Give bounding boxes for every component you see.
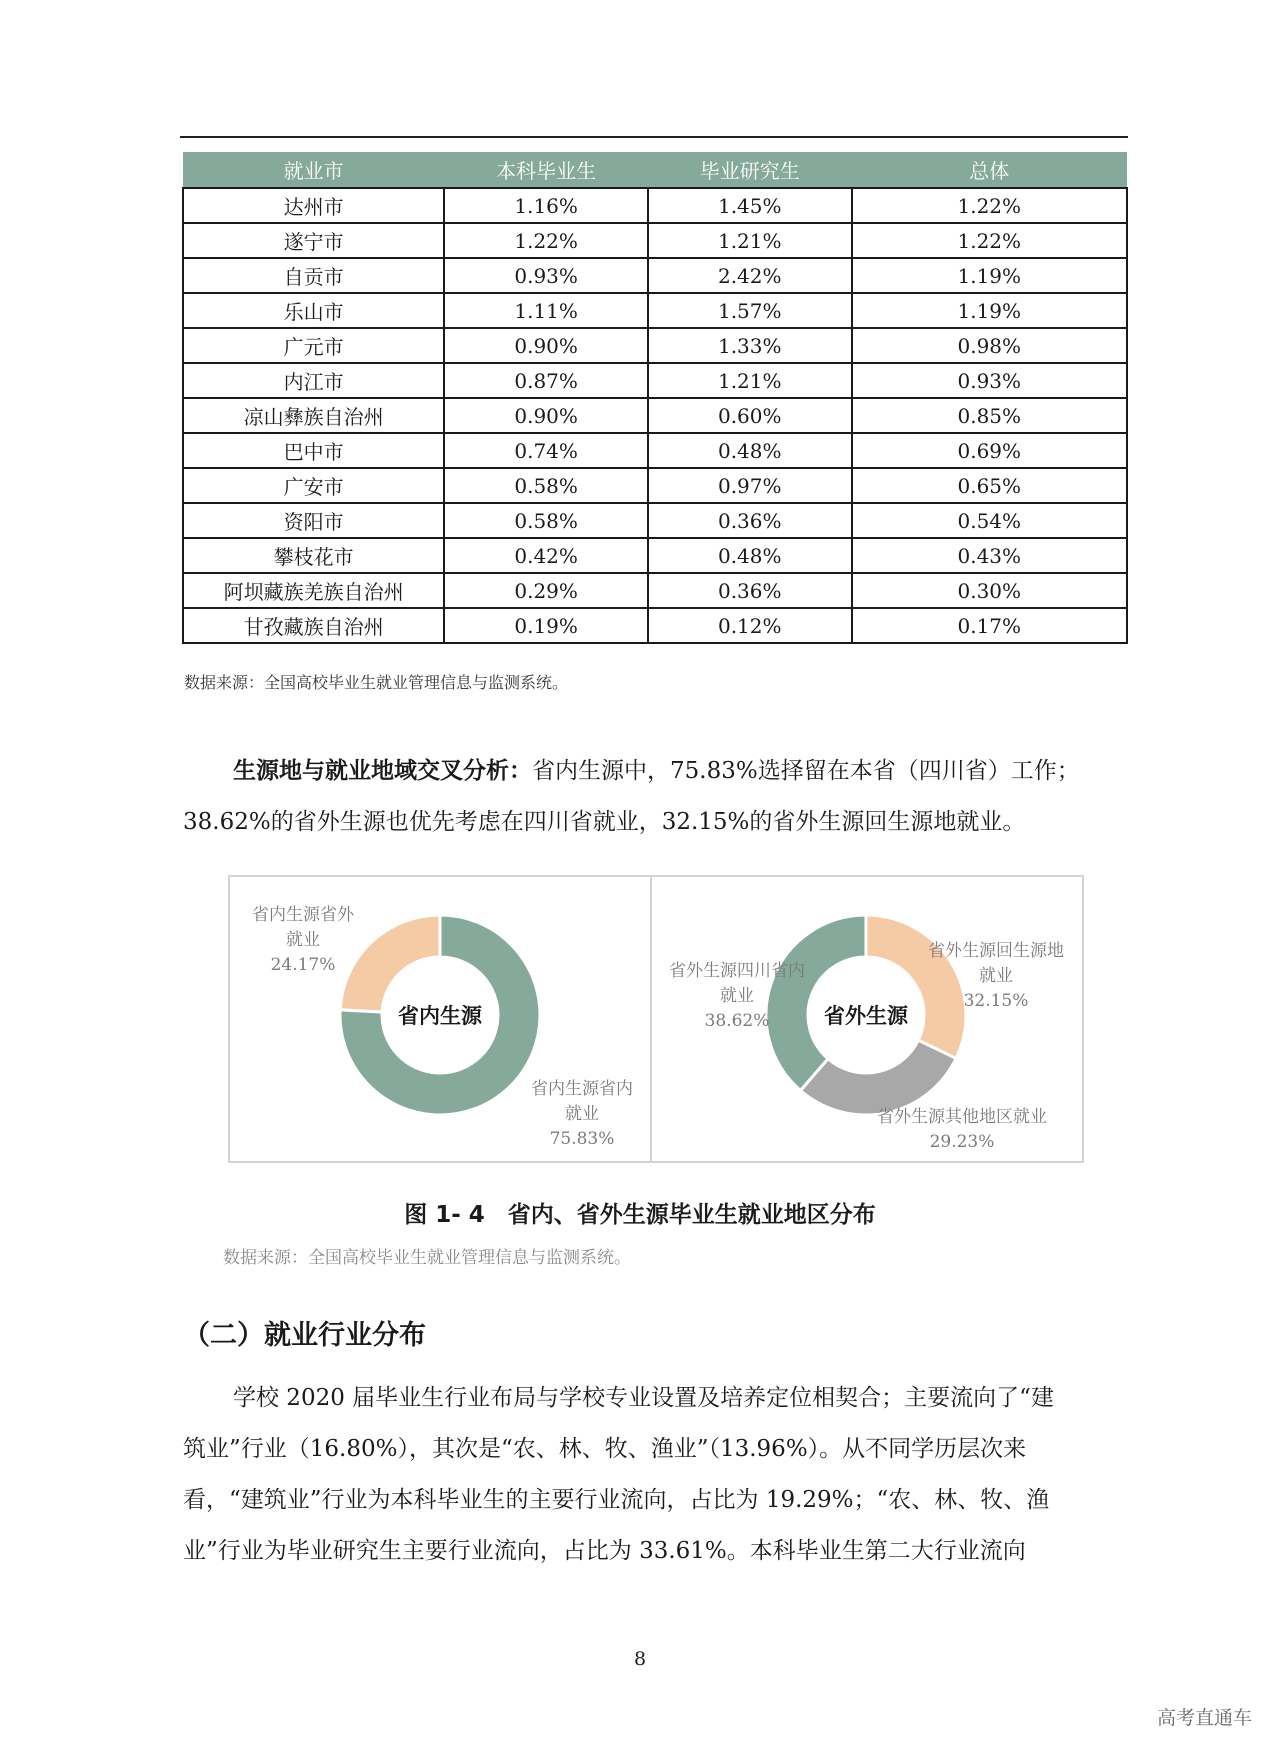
city-cell: 甘孜藏族自治州 (183, 608, 444, 643)
percent-cell: 1.22% (444, 223, 648, 258)
percent-cell: 0.19% (444, 608, 648, 643)
col-header-overall: 总体 (852, 152, 1127, 188)
section-line-1: 学校 2020 届毕业生行业布局与学校专业设置及培养定位相契合；主要流向了“建 (233, 1385, 1054, 1411)
percent-cell: 0.36% (648, 503, 852, 538)
city-cell: 广安市 (183, 468, 444, 503)
percent-cell: 1.57% (648, 293, 852, 328)
percent-cell: 0.54% (852, 503, 1127, 538)
percent-cell: 0.74% (444, 433, 648, 468)
percent-cell: 1.22% (852, 188, 1127, 223)
percent-cell: 1.45% (648, 188, 852, 223)
slice-value-label: 38.62% (704, 1011, 770, 1031)
percent-cell: 1.19% (852, 258, 1127, 293)
percent-cell: 0.30% (852, 573, 1127, 608)
percent-cell: 1.33% (648, 328, 852, 363)
city-cell: 巴中市 (183, 433, 444, 468)
slice-label: 省外生源四川省内 (669, 961, 805, 981)
donut-slice (800, 1040, 956, 1115)
slice-value-label: 24.17% (270, 955, 336, 975)
col-header-undergrad: 本科毕业生 (444, 152, 648, 188)
percent-cell: 0.48% (648, 538, 852, 573)
percent-cell: 0.98% (852, 328, 1127, 363)
slice-label: 省外生源回生源地 (928, 941, 1064, 961)
donut-chart-in-province (252, 905, 633, 1149)
percent-cell: 0.90% (444, 398, 648, 433)
percent-cell: 0.69% (852, 433, 1127, 468)
percent-cell: 0.85% (852, 398, 1127, 433)
percent-cell: 1.11% (444, 293, 648, 328)
percent-cell: 0.36% (648, 573, 852, 608)
percent-cell: 0.29% (444, 573, 648, 608)
city-cell: 广元市 (183, 328, 444, 363)
slice-label: 省内生源省外 (252, 905, 354, 925)
percent-cell: 1.22% (852, 223, 1127, 258)
percent-cell: 0.97% (648, 468, 852, 503)
slice-label: 省内生源省内 (531, 1079, 633, 1099)
percent-cell: 1.16% (444, 188, 648, 223)
city-cell: 资阳市 (183, 503, 444, 538)
slice-label: 就业 (720, 986, 754, 1006)
percent-cell: 0.93% (852, 363, 1127, 398)
percent-cell: 0.48% (648, 433, 852, 468)
slice-label: 就业 (979, 966, 1013, 986)
percent-cell: 2.42% (648, 258, 852, 293)
city-cell: 遂宁市 (183, 223, 444, 258)
donut-center-title: 省外生源 (824, 1004, 908, 1028)
page-number: 8 (633, 1648, 647, 1670)
percent-cell: 0.60% (648, 398, 852, 433)
section-line-3: 看，“建筑业”行业为本科毕业生的主要行业流向，占比为 19.29%；“农、林、牧、渔 (183, 1487, 1050, 1513)
percent-cell: 0.87% (444, 363, 648, 398)
watermark-text: 高考直通车 (1156, 1707, 1252, 1729)
slice-value-label: 75.83% (549, 1129, 615, 1149)
city-cell: 自贡市 (183, 258, 444, 293)
donut-slice (766, 915, 866, 1091)
section-line-2: 筑业”行业（16.80%），其次是“农、林、牧、渔业”（13.96%）。从不同学历层次来 (183, 1436, 1027, 1462)
percent-cell: 0.93% (444, 258, 648, 293)
percent-cell: 0.58% (444, 468, 648, 503)
donut-slice (866, 915, 966, 1058)
city-cell: 乐山市 (183, 293, 444, 328)
city-cell: 凉山彝族自治州 (183, 398, 444, 433)
slice-label: 省外生源其他地区就业 (877, 1107, 1047, 1127)
figure-source-note: 数据来源：全国高校毕业生就业管理信息与监测系统。 (223, 1248, 631, 1268)
city-cell: 内江市 (183, 363, 444, 398)
percent-cell: 1.21% (648, 363, 852, 398)
donut-center-title: 省内生源 (398, 1004, 482, 1028)
donut-chart-out-province (669, 915, 1064, 1152)
percent-cell: 1.21% (648, 223, 852, 258)
slice-value-label: 32.15% (963, 991, 1029, 1011)
analysis-lead: 生源地与就业地域交叉分析： (233, 758, 532, 784)
donut-slice (340, 915, 440, 1012)
col-header-graduate: 毕业研究生 (648, 152, 852, 188)
percent-cell: 0.42% (444, 538, 648, 573)
percent-cell: 0.43% (852, 538, 1127, 573)
percent-cell: 0.12% (648, 608, 852, 643)
city-cell: 达州市 (183, 188, 444, 223)
slice-value-label: 29.23% (929, 1132, 995, 1152)
slice-label: 就业 (565, 1104, 599, 1124)
col-header-city: 就业市 (183, 152, 444, 188)
section-heading: （二）就业行业分布 (183, 1320, 426, 1351)
analysis-line-2: 38.62%的省外生源也优先考虑在四川省就业，32.15%的省外生源回生源地就业。 (183, 809, 1026, 835)
city-cell: 攀枝花市 (183, 538, 444, 573)
percent-cell: 0.90% (444, 328, 648, 363)
slice-label: 就业 (286, 930, 320, 950)
figure-caption: 图 1- 4 省内、省外生源毕业生就业地区分布 (404, 1202, 876, 1228)
table-source-note: 数据来源：全国高校毕业生就业管理信息与监测系统。 (184, 673, 569, 692)
percent-cell: 0.58% (444, 503, 648, 538)
analysis-text-1: 省内生源中，75.83%选择留在本省（四川省）工作； (532, 758, 1080, 784)
percent-cell: 0.17% (852, 608, 1127, 643)
city-cell: 阿坝藏族羌族自治州 (183, 573, 444, 608)
section-line-4: 业”行业为毕业研究生主要行业流向，占比为 33.61%。本科毕业生第二大行业流向 (183, 1538, 1026, 1564)
percent-cell: 0.65% (852, 468, 1127, 503)
percent-cell: 1.19% (852, 293, 1127, 328)
